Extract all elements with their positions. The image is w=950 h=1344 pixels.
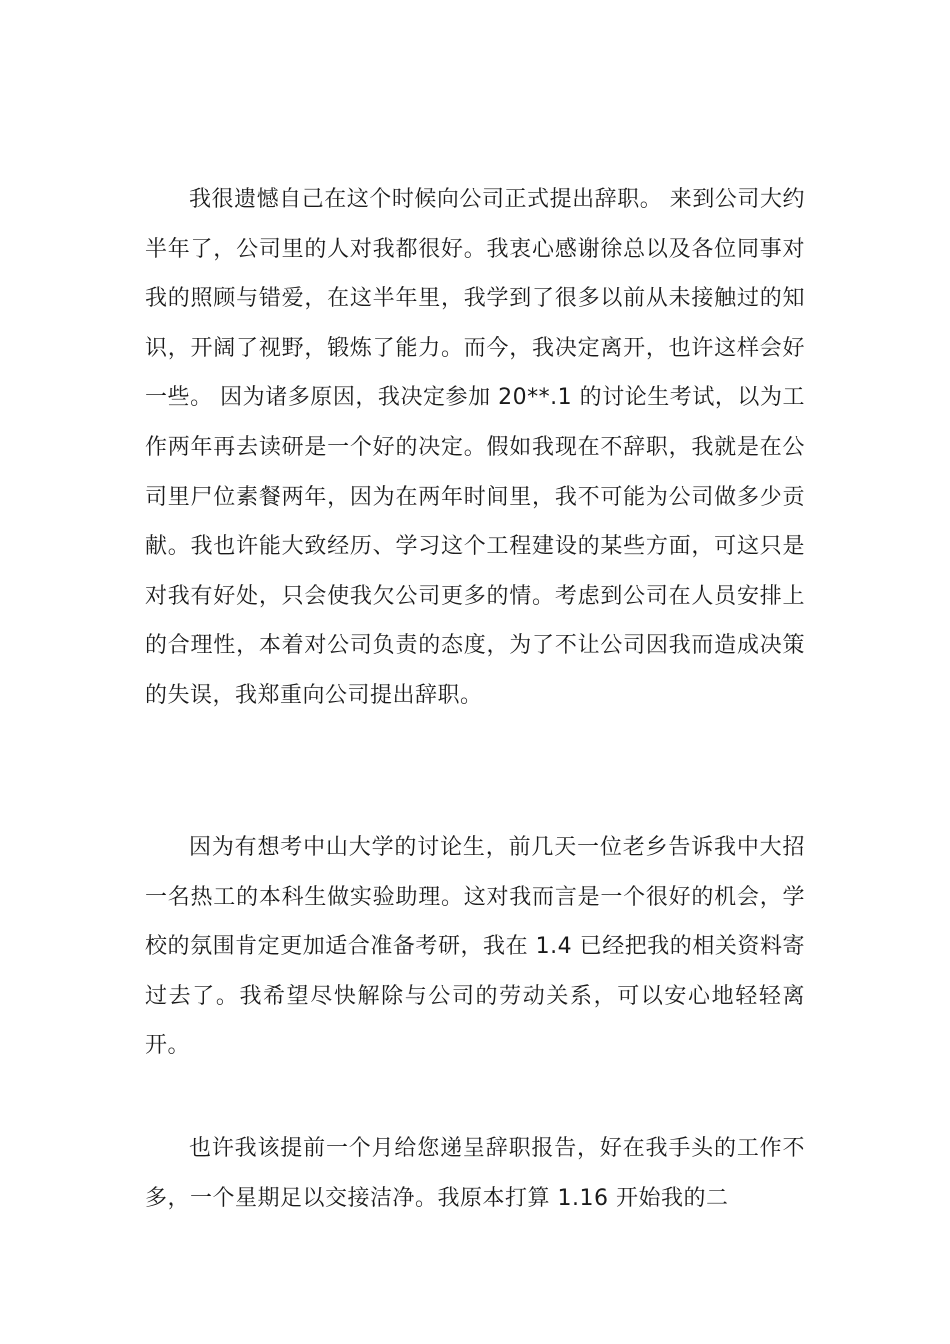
paragraph-new-opportunity: 因为有想考中山大学的讨论生，前几天一位老乡告诉我中大招一名热工的本科生做实验助理。这对我而言是一个很好的机会，学校的氛围肯定更加适合准备考研，我在 1.4 已经把我的相关资料寄过去了。我希望尽快解除与公司的劳动关系，可以安心地轻轻离开。 bbox=[145, 835, 805, 1059]
paragraph-resignation-reason: 我很遗憾自己在这个时候向公司正式提出辞职。 来到公司大约半年了，公司里的人对我都很好。我衷心感谢徐总以及各位同事对我的照顾与错爱，在这半年里，我学到了很多以前从未接触过的知识，开阔了视野，锻炼了能力。而今，我决定离开，也许这样会好一些。 因为诸多原因，我决定参加 20**.1 的讨论生考试，以为工作两年再去读研是一个好的决定。假如我现在不辞职，我就是在公司里尸位素餐两年，因为在两年时间里，我不可能为公司做多少贡献。我也许能大致经历、学习这个工程建设的某些方面，可这只是对我有好处，只会使我欠公司更多的情。考虑到公司在人员安排上的合理性，本着对公司负责的态度，为了不让公司因我而造成决策的失误，我郑重向公司提出辞职。 bbox=[145, 187, 805, 708]
paragraph-handover: 也许我该提前一个月给您递呈辞职报告，好在我手头的工作不多，一个星期足以交接洁净。我原本打算 1.16 开始我的二 bbox=[145, 1136, 805, 1211]
